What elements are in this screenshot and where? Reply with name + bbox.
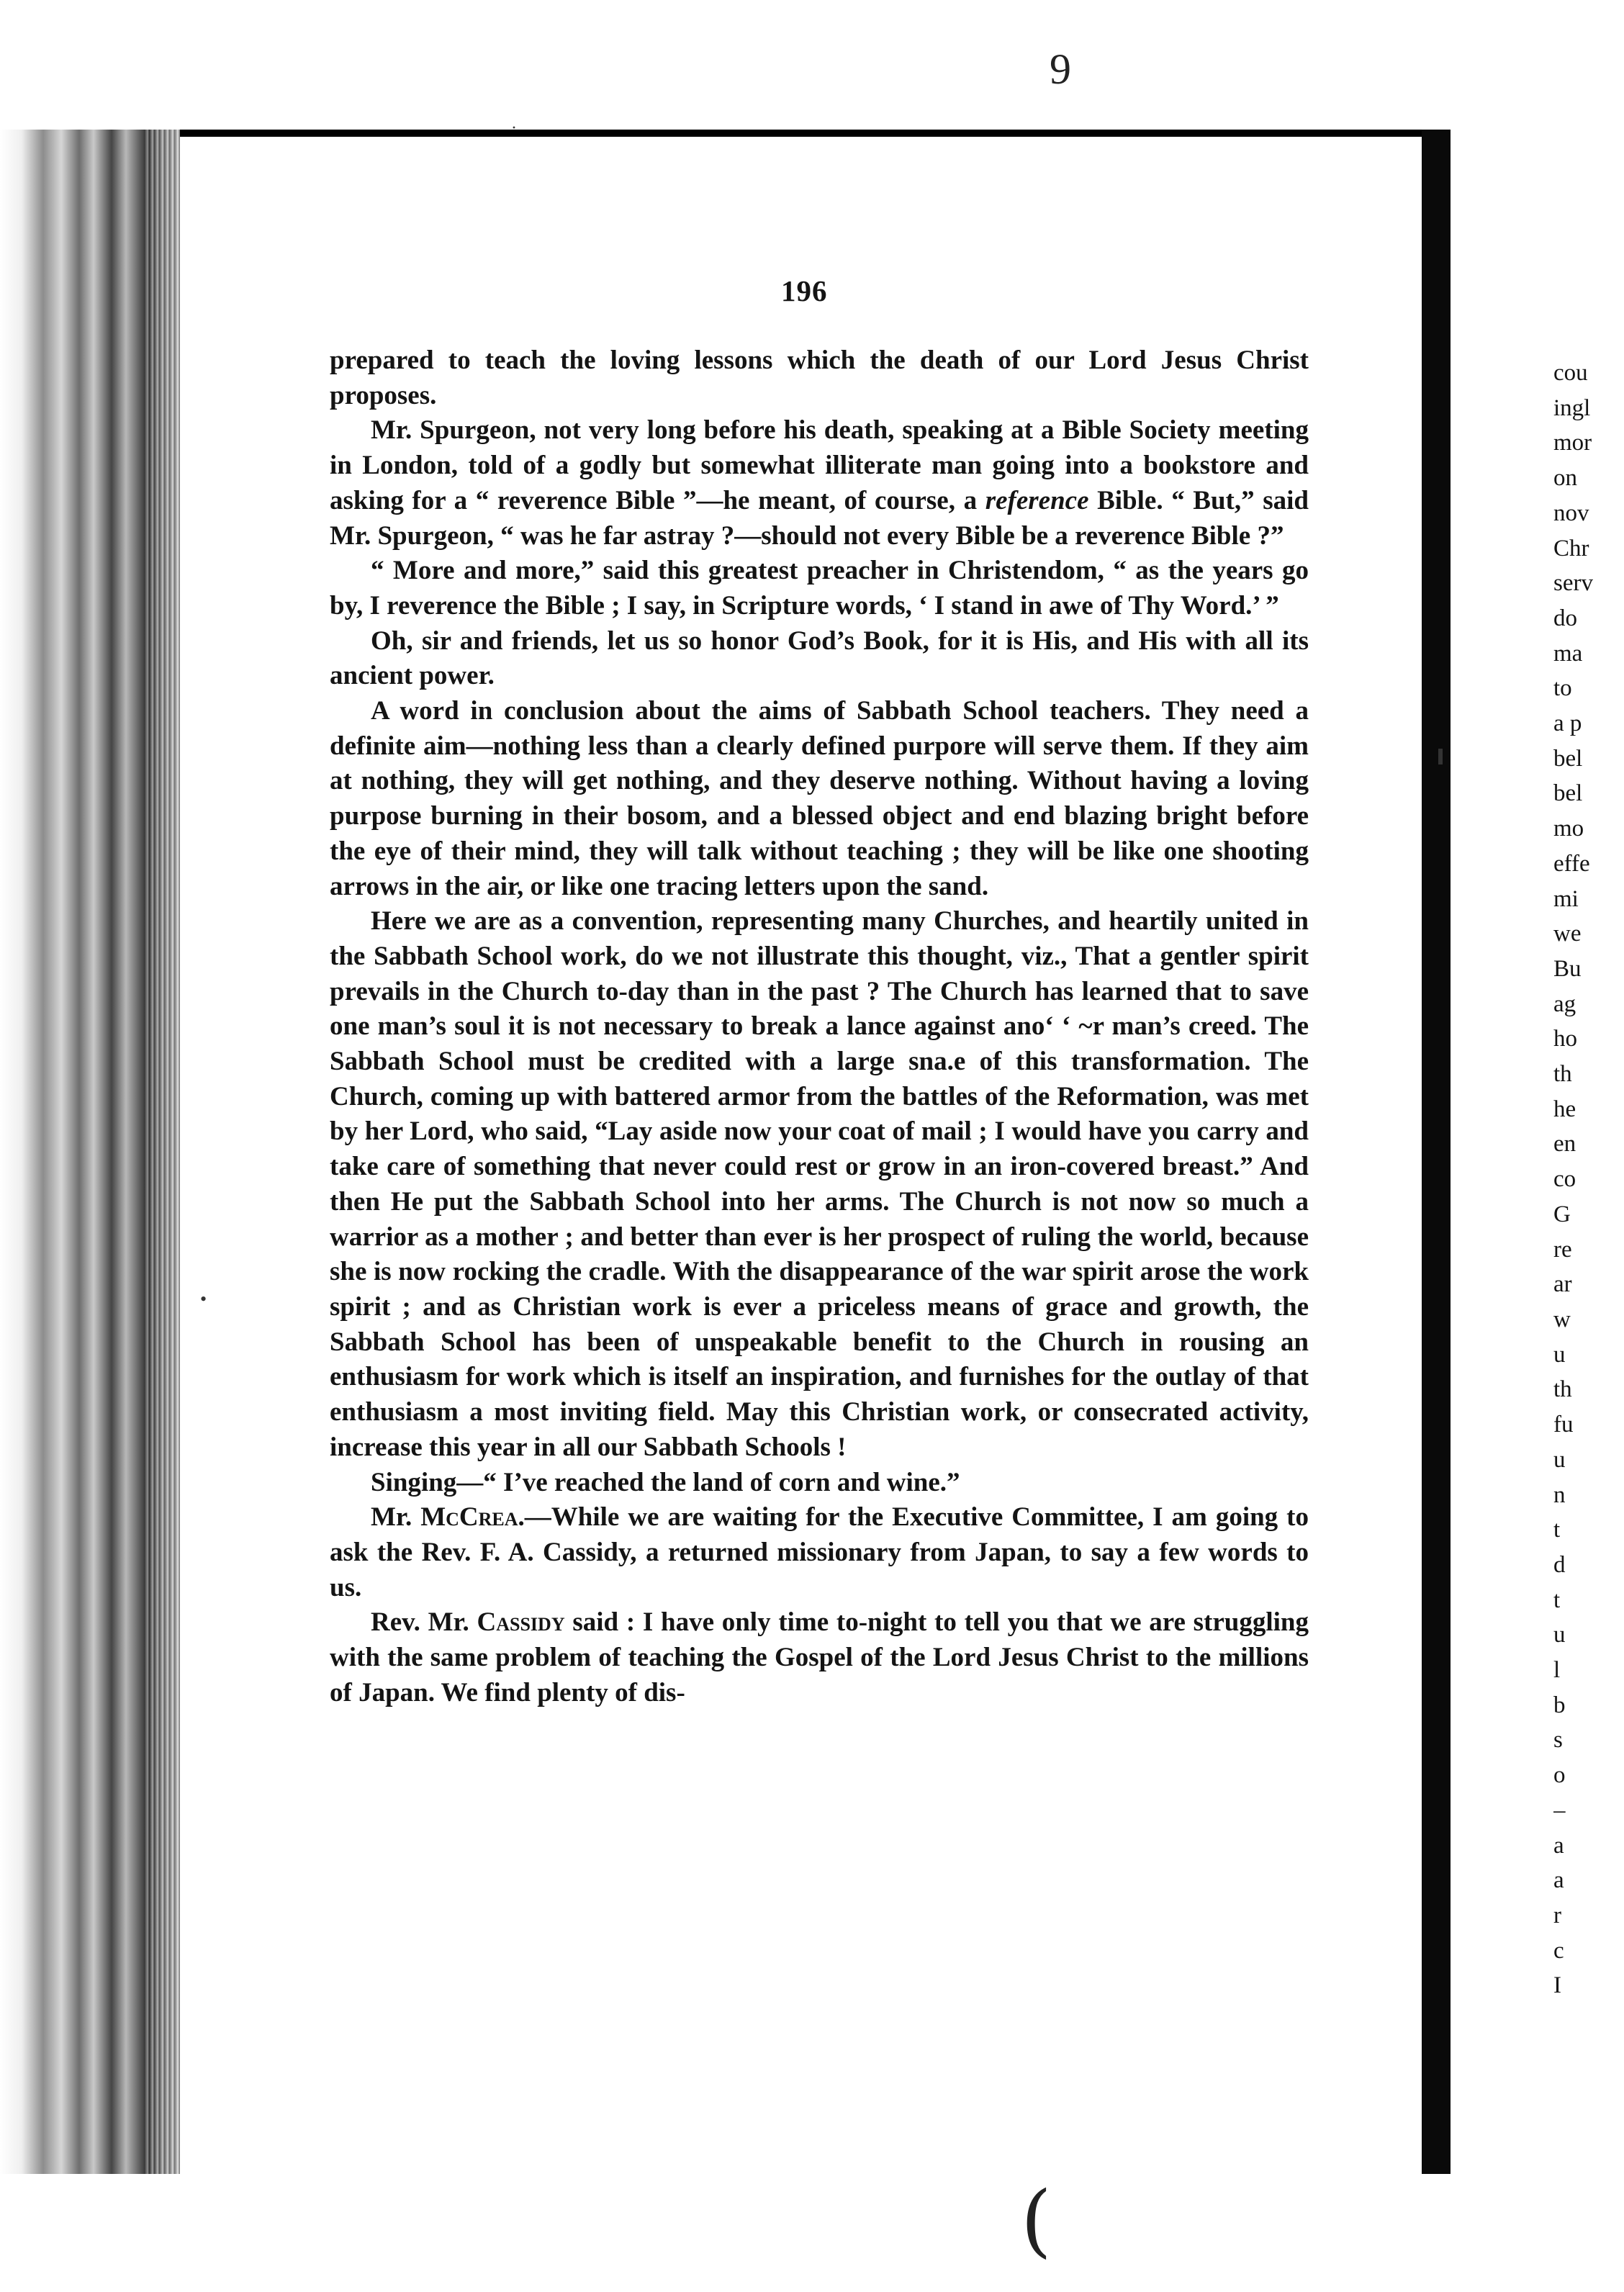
facing-page-line: u [1553, 1341, 1566, 1368]
text-run: .—While we are waiting for the Executive Committee, I am going to ask the Rev. F. A. Cassidy, a returned missionary from Japan, to say a few words to us. [330, 1502, 1309, 1602]
facing-page-line: on [1553, 465, 1577, 492]
text-run: Bible. “ But,” said Mr. Spurgeon, “ was he far astray ?—should not every Bible be a reverence Bible ?” [330, 485, 1309, 551]
facing-page-line: ag [1553, 991, 1576, 1017]
text-run: Mr. [371, 1502, 421, 1533]
facing-page-line: s [1553, 1727, 1563, 1754]
facing-page-line: th [1553, 1061, 1572, 1088]
facing-page-line: l [1553, 1657, 1561, 1684]
text-run: Rev. Mr. [371, 1607, 477, 1638]
facing-page-line: u [1553, 1446, 1566, 1473]
body-text [330, 343, 1309, 1710]
handwritten-mark: 9 [1050, 45, 1071, 93]
facing-page-line: bel [1553, 745, 1583, 772]
facing-page-line: t [1553, 1517, 1561, 1543]
facing-page-line: G [1553, 1201, 1571, 1227]
facing-page-line: to [1553, 675, 1572, 702]
facing-page-line: effe [1553, 850, 1590, 877]
text-run: “ More and more,” said this greatest preacher in Christendom, “ as the years go by, I reverence the Bible ; I say, in Scripture words, ‘ I stand in awe of Thy Word.’ ” [330, 556, 1309, 621]
facing-page-line: mo [1553, 816, 1584, 842]
facing-page-line: he [1553, 1096, 1576, 1122]
facing-page-line: a p [1553, 710, 1582, 737]
facing-page-line: n [1553, 1481, 1566, 1508]
facing-page-line: I [1553, 1972, 1561, 1999]
paragraph [330, 413, 1309, 554]
facing-page-line: w [1553, 1306, 1571, 1332]
scan-speck-left: • [200, 1289, 207, 1309]
scan-top-margin [0, 0, 1624, 130]
facing-page-line: bel [1553, 780, 1583, 807]
text-run: said : I have only time to-night to tell you that we are struggling with the same problem of teaching the Gospel of the Lord Jesus Christ to the millions of Japan. We find plenty of dis- [330, 1607, 1309, 1707]
text-run: Singing—“ I’ve reached the land of corn and wine.” [371, 1467, 960, 1497]
paragraph [330, 904, 1309, 1465]
facing-page-line: do [1553, 605, 1577, 631]
facing-page-line: a [1553, 1832, 1564, 1859]
facing-page-line: d [1553, 1551, 1566, 1578]
scan-speck: · [511, 119, 517, 137]
facing-page-line: cou [1553, 360, 1588, 386]
gutter-mark [1438, 749, 1443, 764]
facing-page-line: en [1553, 1131, 1576, 1158]
paragraph [330, 624, 1309, 694]
paragraph [330, 1605, 1309, 1710]
facing-page-line: Chr [1553, 535, 1589, 561]
paragraph [330, 1500, 1309, 1605]
binding-page-stack [144, 130, 180, 2174]
text-run: prepared to teach the loving lessons which the death of our Lord Jesus Christ proposes. [330, 346, 1309, 410]
facing-page-line: re [1553, 1236, 1572, 1263]
text-run: Mr. Spurgeon, not very long before his death, speaking at a Bible Society meeting in London, told of a godly but somewhat illiterate man going into a bookstore and asking for a “ reverence Bible ”—he meant, of course, a [330, 415, 1309, 515]
text-run: e will serve them. If they aim at nothing, they will get nothing, and they deserve nothing. Without having a loving purpose burning in their bosom, and a blessed object and end blazing bright before the eye of their mind, they will talk without teaching ; they will be like one shooting arrows in the air, or like one tracing letters upon the sand. [330, 731, 1309, 901]
facing-page-line: r [1553, 1902, 1561, 1928]
text-run: Oh, sir and friends, let us so honor God’s Book, for it is His, and His with all its ancient power. [330, 626, 1309, 691]
facing-page-line: u [1553, 1622, 1566, 1648]
speaker-name: Cassidy [477, 1607, 565, 1638]
scan-bottom-margin [0, 2174, 1624, 2292]
facing-page-line: ingl [1553, 394, 1591, 421]
text-run: Here we are as a convention, representing many Churches, and heartily united in the Sabbath School work, do we not illustrate this thought, viz., That a gentler spirit prevails in the Church to-day than in the past ? The Church has learned that to save one man’s soul it is not necessary to break a lance against ano‘ ‘ ~r man’s creed. The Sabbath School must be credited with a large sna.e of this transformation. The Church, coming up with battered armor from the battles of the Reformation, was met by her Lord, who said, “Lay aside now your coat of mail ; I would have you carry and take care of something that never could rest or grow in an iron-covered breast.” And then He put the Sabbath School into her arms. The Church is not now so much a warrior as a mother ; and better than ever is her prospect of ruling the world, because she is now rocking the cradle. With the disappearance of the war spirit arose the work spirit ; and as Christian work is ever a priceless means of grace and growth, the Sabbath School has been of unspeakable benefit to the Church in rousing an enthusiasm for work which is itself an inspiration, and furnishes for the outlay of that enthusiasm a most inviting field. May this Christian work, or consecrated activity, increase this year in all our Sabbath Schools ! [330, 906, 1309, 1462]
speaker-name: McCrea [420, 1502, 518, 1533]
paragraph [330, 554, 1309, 623]
facing-page-line: t [1553, 1587, 1561, 1613]
facing-page-line: b [1553, 1692, 1566, 1718]
facing-page-line: ar [1553, 1271, 1572, 1298]
facing-page-line: – [1553, 1797, 1566, 1823]
page-number: 196 [781, 274, 828, 307]
facing-page-line: mor [1553, 430, 1592, 456]
text-run: A word in conclusion about the aims of Sabbath School teachers. They need a definite aim—nothing less than a clearly defined purpo [330, 696, 1309, 761]
facing-page-line: Bu [1553, 955, 1582, 982]
paragraph [330, 1466, 1309, 1501]
facing-page-text [1553, 356, 1624, 2003]
facing-page-line: mi [1553, 885, 1579, 912]
paragraph [330, 694, 1309, 904]
paragraph [330, 343, 1309, 413]
facing-page-line: nov [1553, 500, 1589, 526]
facing-page-line: fu [1553, 1412, 1574, 1438]
facing-page-line: th [1553, 1376, 1572, 1403]
text-run: r [962, 731, 975, 761]
facing-page-line: ma [1553, 640, 1583, 667]
bottom-stroke-mark: ( [1021, 2174, 1052, 2266]
facing-page-line: co [1553, 1166, 1576, 1193]
emphasis-text: reference [985, 485, 1089, 515]
facing-page-line: we [1553, 921, 1582, 947]
facing-page-line: serv [1553, 570, 1593, 597]
page-gutter [1422, 130, 1451, 2174]
facing-page-line: o [1553, 1762, 1566, 1789]
facing-page-line: a [1553, 1867, 1564, 1894]
facing-page-line: c [1553, 1937, 1564, 1964]
facing-page-line: ho [1553, 1026, 1577, 1052]
